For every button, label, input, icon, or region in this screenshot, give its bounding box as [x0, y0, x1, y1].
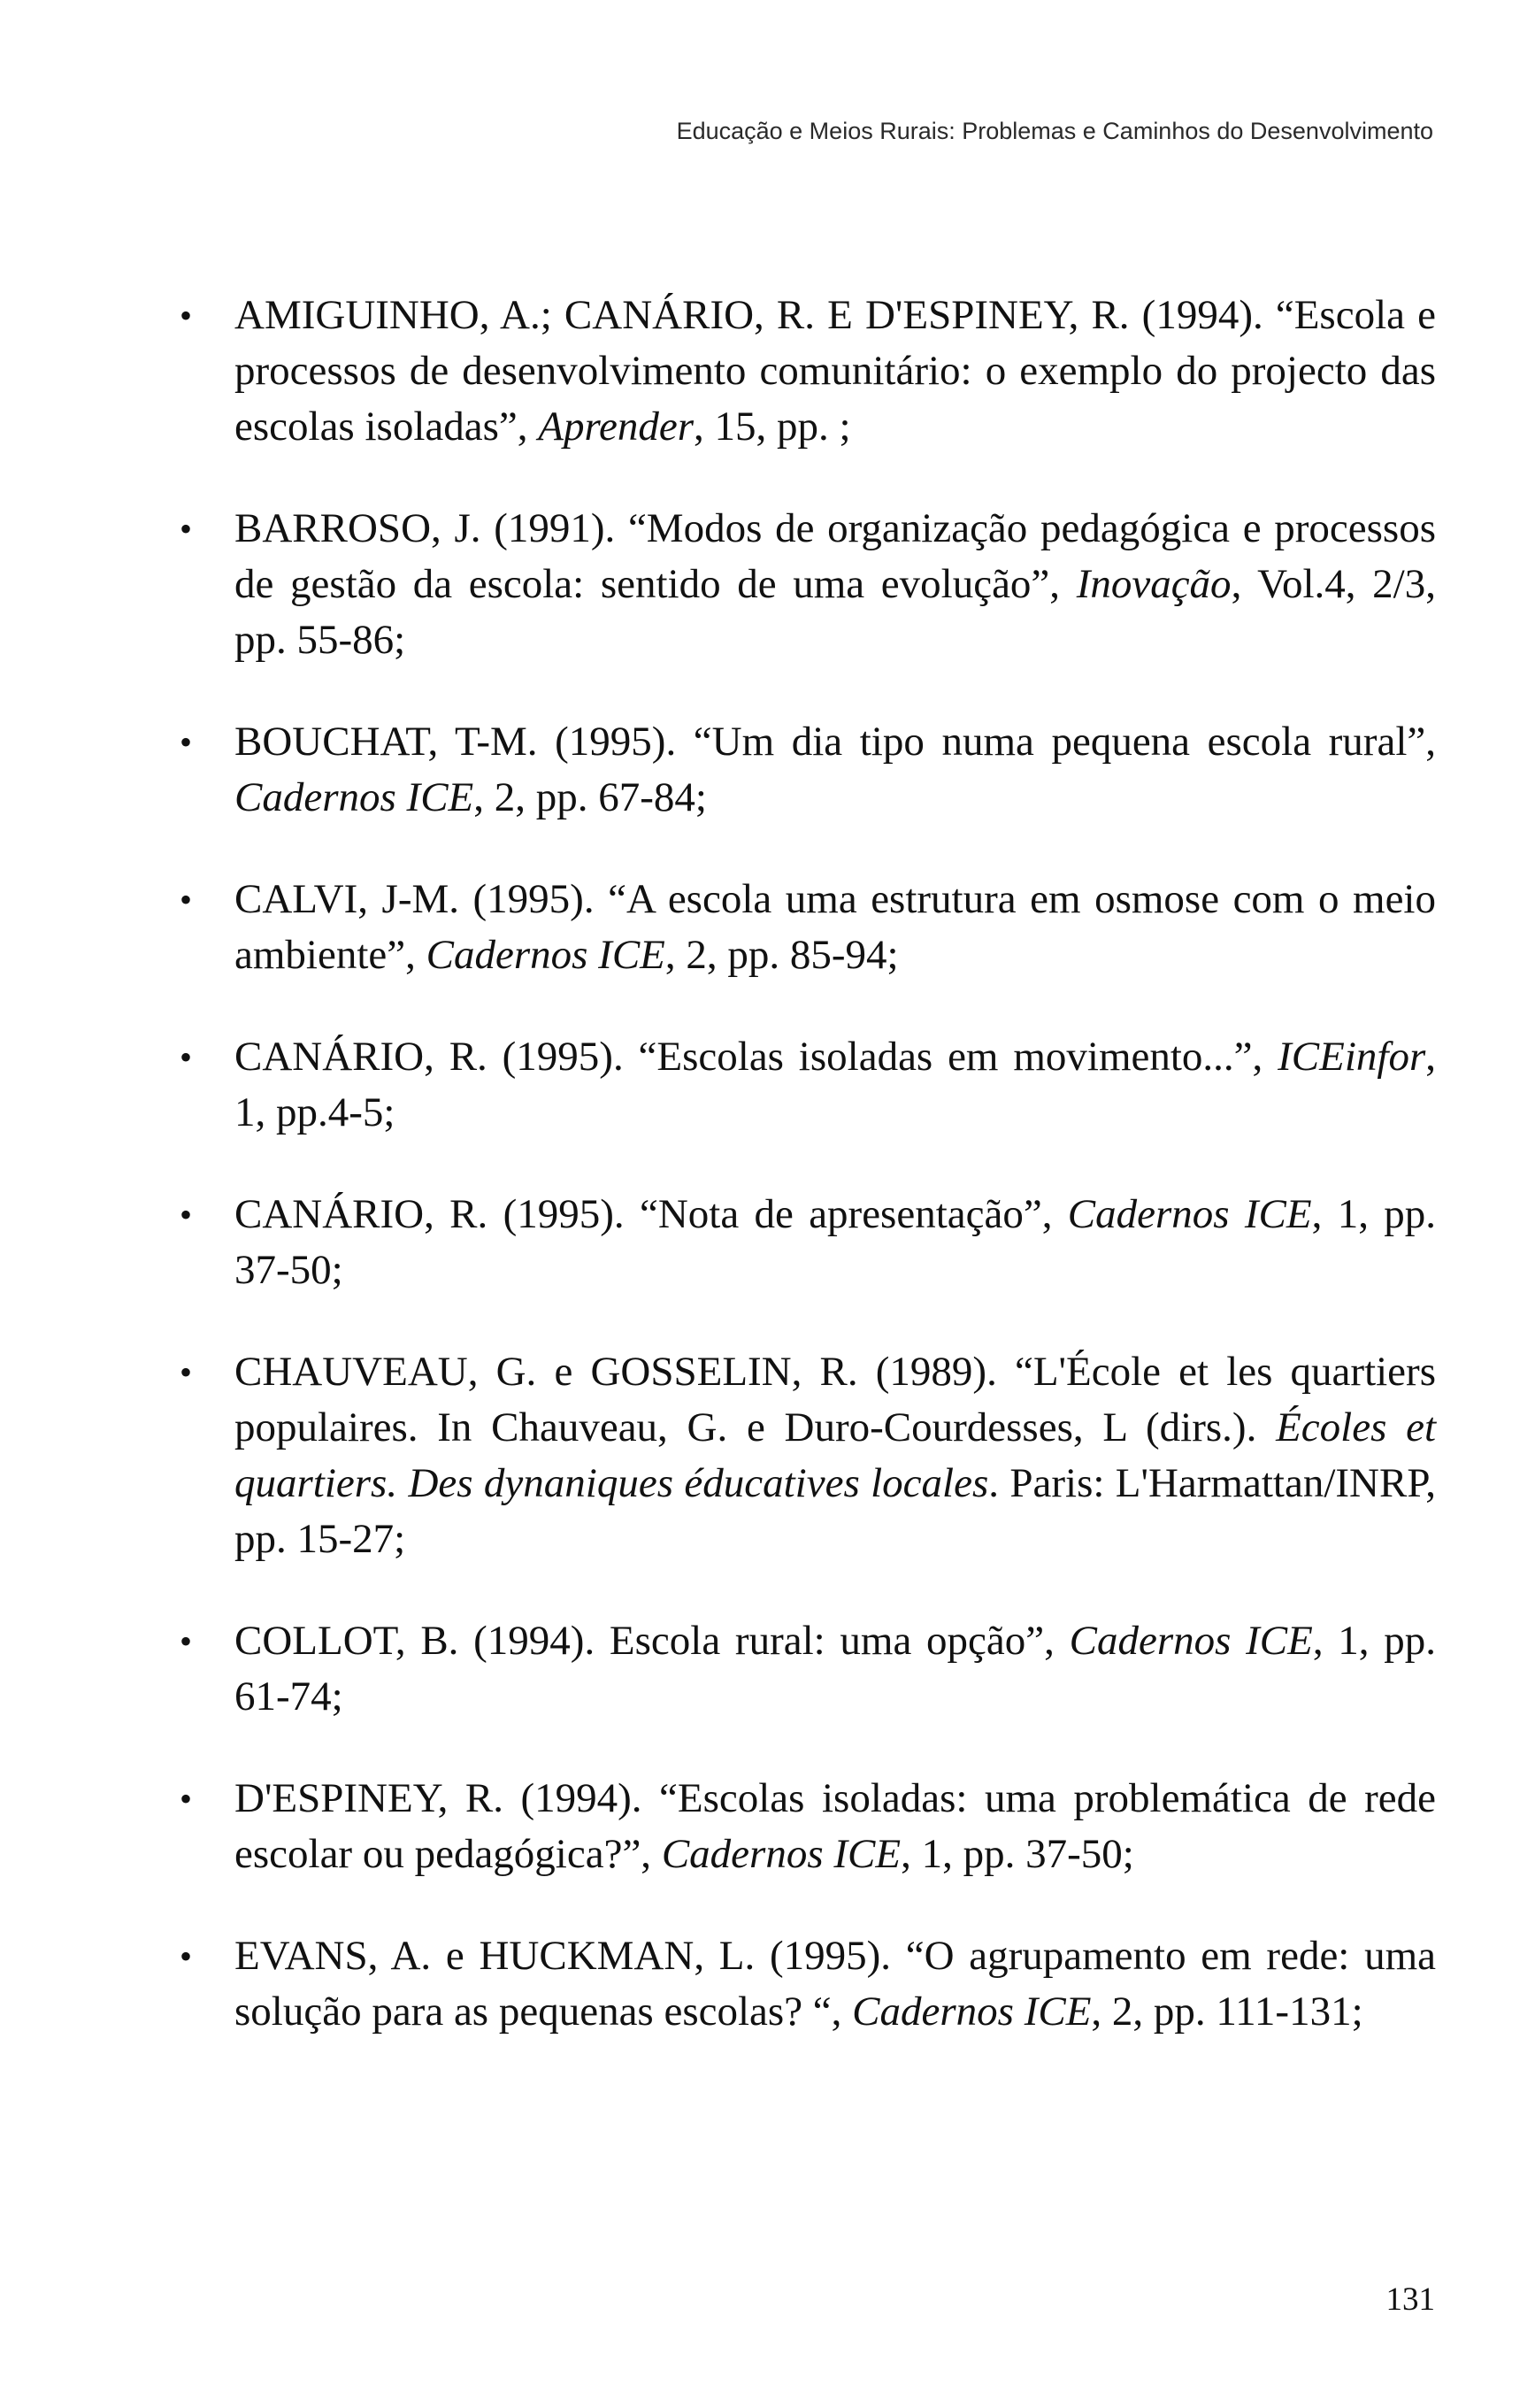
page-number: 131 — [1385, 2281, 1435, 2318]
reference-item — [234, 1029, 1436, 1141]
reference-source-title: Aprender — [538, 404, 695, 450]
reference-text: CANÁRIO, R. (1995). “Nota de apresentação”, — [234, 1191, 1068, 1237]
reference-text: EVANS, A. e HUCKMAN, L. (1995). “O agrupamento em rede: uma solução para as pequenas escolas? “, — [234, 1933, 1436, 2035]
running-header: Educação e Meios Rurais: Problemas e Caminhos do Desenvolvimento — [676, 118, 1433, 144]
reference-source-title: Cadernos ICE — [661, 1831, 902, 1877]
reference-source-title: Cadernos ICE — [852, 1989, 1092, 2035]
reference-source-title: Cadernos ICE — [426, 932, 665, 978]
reference-item — [234, 714, 1436, 826]
reference-item — [234, 1771, 1436, 1882]
reference-details: , 1, pp. 61-74; — [234, 1618, 1437, 1719]
reference-item — [234, 288, 1436, 455]
reference-details: . Paris: L'Harmattan/INRP, pp. 15-27; — [234, 1460, 1436, 1562]
reference-source-title: Cadernos ICE — [1069, 1618, 1313, 1664]
reference-details: , Vol.4, 2/3, pp. 55-86; — [234, 561, 1436, 663]
reference-text: CHAUVEAU, G. e GOSSELIN, R. (1989). “L'École et les quartiers populaires. In Chauveau, G. e Duro-Courdesses, L (dirs.). — [234, 1349, 1436, 1450]
reference-text: AMIGUINHO, A.; CANÁRIO, R. E D'ESPINEY, R. (1994). “Escola e processos de desenvolvimento comunitário: o exemplo do projecto das escolas isoladas”, — [234, 292, 1436, 450]
reference-text: CALVI, J-M. (1995). “A escola uma estrutura em osmose com o meio ambiente”, — [234, 876, 1436, 978]
reference-list — [234, 288, 1436, 2086]
reference-source-title: Écoles et quartiers. Des dynaniques éducatives locales — [234, 1404, 1437, 1506]
reference-item — [234, 1613, 1436, 1725]
reference-text: BOUCHAT, T-M. (1995). “Um dia tipo numa pequena escola rural”, — [234, 719, 1436, 765]
reference-item — [234, 1187, 1436, 1298]
reference-details: , 1, pp.4-5; — [234, 1034, 1436, 1135]
reference-text: CANÁRIO, R. (1995). “Escolas isoladas em movimento...”, — [234, 1034, 1278, 1080]
reference-item — [234, 872, 1436, 983]
reference-text: D'ESPINEY, R. (1994). “Escolas isoladas: uma problemática de rede escolar ou pedagógica?”, — [234, 1775, 1436, 1877]
reference-details: , 2, pp. 111-131; — [1091, 1989, 1363, 2035]
reference-item — [234, 1344, 1436, 1567]
reference-item — [234, 501, 1436, 668]
reference-source-title: Cadernos ICE — [1067, 1191, 1312, 1237]
reference-item — [234, 1928, 1436, 2040]
reference-text: COLLOT, B. (1994). Escola rural: uma opção”, — [234, 1618, 1070, 1664]
reference-source-title: ICEinfor — [1278, 1034, 1426, 1080]
reference-details: , 15, pp. ; — [694, 404, 851, 450]
reference-details: , 1, pp. 37-50; — [901, 1831, 1134, 1877]
reference-details: , 2, pp. 85-94; — [664, 932, 899, 978]
reference-source-title: Inovação — [1076, 561, 1232, 607]
reference-details: , 2, pp. 67-84; — [473, 774, 707, 820]
reference-source-title: Cadernos ICE — [234, 774, 474, 820]
reference-details: , 1, pp. 37-50; — [234, 1191, 1437, 1293]
reference-text: BARROSO, J. (1991). “Modos de organização pedagógica e processos de gestão da escola: sentido de uma evolução”, — [234, 505, 1436, 607]
